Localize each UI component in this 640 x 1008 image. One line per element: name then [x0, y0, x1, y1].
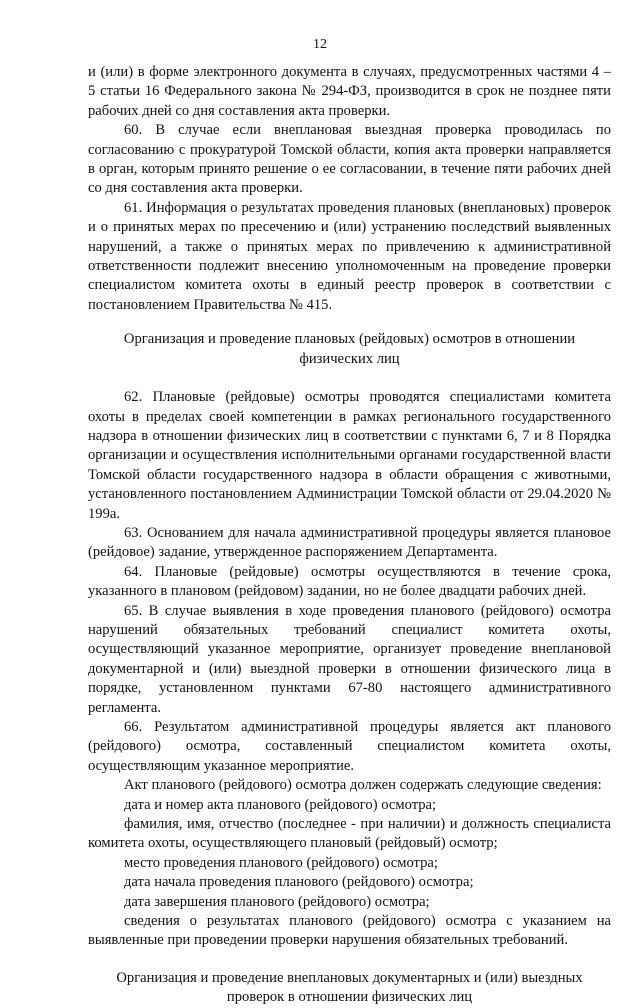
paragraph-63: 63. Основанием для начала административной процедуры является плановое (рейдовое) задание, утвержденное распоряжением Департамента. [88, 524, 611, 561]
paragraph-64: 64. Плановые (рейдовые) осмотры осуществляются в течение срока, указанного в плановом (рейдовом) задании, но не более двадцати рабочих дней. [88, 563, 611, 600]
paragraph-60: 60. В случае если внеплановая выездная проверка проводилась по согласованию с прокуратурой Томской области, копия акта проверки направляется в орган, которым принято решение о ее согласовании, в течение пяти рабочих дней со дня составления акта проверки. [88, 122, 611, 197]
paragraph-59-continuation: и (или) в форме электронного документа в случаях, предусмотренных частями 4 – 5 статьи 16 Федерального закона № 294-ФЗ, производится в срок не позднее пяти рабочих дней со дня составления акта проверки. [88, 64, 611, 119]
act-content-item: дата завершения планового (рейдового) осмотра; [124, 893, 430, 910]
act-content-item: дата начала проведения планового (рейдового) осмотра; [124, 874, 474, 891]
act-content-item: сведения о результатах планового (рейдового) осмотра с указанием на выявленные при проведении проверки нарушения обязательных требований. [88, 913, 611, 949]
act-content-item: фамилия, имя, отчество (последнее - при наличии) и должность специалиста комитета охоты, осуществляющего плановый (рейдовый) осмотр; [88, 816, 611, 852]
page-number: 12 [313, 37, 327, 52]
paragraph-65: 65. В случае выявления в ходе проведения планового (рейдового) осмотра нарушений обязательных требований специалист комитета охоты, осуществляющий указанное мероприятие, организует проведение внеплановой документарной и (или) выездной проверки в отношении физического лица в порядке, установленном пунктами 67-80 настоящего административного регламента. [88, 602, 611, 716]
paragraph-66: 66. Результатом административной процедуры является акт планового (рейдового) осмотра, составленный специалистом комитета охоты, осуществляющим указанное мероприятие. [88, 719, 611, 774]
section-heading-unscheduled-inspections: Организация и проведение внеплановых документарных и (или) выездных проверок в отношении физических лиц [116, 969, 583, 1006]
act-content-item: дата и номер акта планового (рейдового) осмотра; [124, 796, 437, 813]
act-content-item: место проведения планового (рейдового) осмотра; [124, 854, 438, 871]
paragraph-62: 62. Плановые (рейдовые) осмотры проводятся специалистами комитета охоты в пределах своей компетенции в рамках регионального государственного надзора в отношении физических лиц в соответствии с пунктами 6, 7 и 8 Порядка организации и осуществления исполнительными органами государственной власти Томской области государственного надзора в области обращения с животными, установленного постановлением Администрации Томской области от 29.04.2020 № 199а. [88, 389, 611, 522]
act-contents-intro: Акт планового (рейдового) осмотра должен содержать следующие сведения: [124, 777, 602, 794]
section-heading-planned-inspections: Организация и проведение плановых (рейдовых) осмотров в отношении физических лиц [123, 331, 576, 367]
paragraph-61: 61. Информация о результатах проведения плановых (внеплановых) проверок и о принятых мерах по пресечению и (или) устранению последствий выявленных нарушений, а также о принятых мерах по привлечению к административной ответственности подлежит внесению уполномоченным на проведение проверки специалистом комитета охоты в единый реестр проверок в соответствии с постановлением Правительства № 415. [88, 199, 611, 313]
document-body [88, 63, 611, 1008]
